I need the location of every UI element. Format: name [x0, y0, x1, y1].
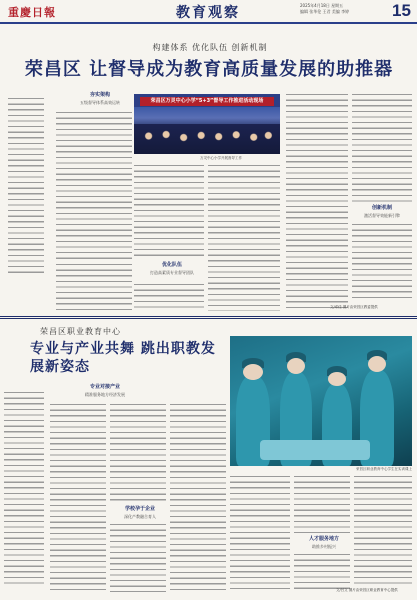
article1-headline: 荣昌区 让督导成为教育高质量发展的助推器	[24, 59, 394, 80]
photo-patient-table	[260, 440, 370, 460]
article1-col2-text	[134, 163, 204, 259]
article2-photo-credit: 图片由荣昌区职业教育中心提供	[348, 588, 398, 592]
photo-face	[243, 364, 263, 380]
article2-col6-text	[354, 474, 412, 584]
article1-kicker: 构建体系 优化队伍 创新机制	[152, 43, 268, 52]
article1-photo-caption: 万灵中心小学开展督导工作	[200, 156, 242, 160]
article1-subhead-2	[142, 262, 202, 276]
subhead-3-title: 创新机制	[371, 205, 392, 211]
article1-col1-text-b	[56, 262, 132, 312]
subhead-3-sub: 激活督导效能新引擎	[364, 213, 400, 218]
article2-kicker: 荣昌区职业教育中心	[40, 327, 121, 336]
article1-col4-text	[286, 92, 348, 312]
article1-col5-text-b	[352, 222, 412, 302]
article2-subhead-2	[110, 506, 170, 520]
article2-subhead-1	[70, 384, 140, 398]
article1-photo	[134, 94, 280, 154]
article1-col1-text	[56, 110, 132, 260]
intro-text-block	[8, 96, 44, 276]
article2-col2-text-b	[110, 522, 166, 592]
article2-subhead-3	[294, 536, 354, 550]
subhead-1-title: 夯实架构	[89, 92, 110, 98]
article1-col2-text-b	[134, 282, 204, 312]
article2-col5-text-b	[294, 552, 350, 592]
photo-face	[328, 372, 346, 386]
section-divider	[0, 316, 417, 317]
masthead-editors: 编辑 张华伦 王君 美编 李婷	[300, 9, 350, 14]
masthead-date: 2025年4月18日 星期五	[300, 3, 344, 8]
photo-students	[134, 124, 280, 154]
subhead-1-sub: 五级督导体系高效运转	[80, 100, 120, 105]
article1-col3-text	[208, 163, 280, 311]
article2-col4-text	[230, 474, 290, 592]
article1-photo-credit: 图片由荣昌区教委提供	[342, 305, 378, 309]
a2-subhead-1-sub: 精准服务地方经济发展	[85, 392, 125, 397]
photo-banner: 荣昌区万灵中心小学“5+3”督导工作推进活动现场	[140, 97, 274, 106]
article1-subhead-1	[70, 92, 130, 106]
article1-intro-column	[4, 96, 44, 278]
article1-subhead-3	[352, 205, 412, 219]
a2-subhead-1-title: 专业对接产业	[89, 384, 120, 390]
article2-photo-caption: 荣昌区职业教育中心学生在实训课上	[356, 467, 412, 471]
photo-face	[368, 356, 386, 372]
article2-col2-text	[110, 402, 166, 502]
photo-face	[287, 358, 305, 374]
a2-subhead-3-sub: 助推乡村振兴	[312, 544, 336, 549]
a2-subhead-2-sub: 深化产教融合育人	[124, 514, 156, 519]
page-number: 15	[392, 1, 411, 20]
article1-col5-text	[352, 92, 412, 202]
section-divider-thin	[0, 318, 417, 319]
masthead-info	[300, 3, 390, 15]
masthead	[0, 0, 417, 24]
article2-byline	[336, 588, 398, 593]
article2-headline: 专业与产业共舞 跳出职教发展新姿态	[30, 341, 216, 375]
article1-byline	[330, 305, 378, 310]
subhead-2-title: 优化队伍	[161, 262, 182, 268]
article2-author: 文/吕文	[336, 588, 348, 592]
article2-intro-text	[4, 390, 44, 586]
article2-col3-text	[170, 402, 226, 592]
article1-author: 文/邓佳	[330, 305, 342, 309]
article2-intro-column	[4, 390, 44, 590]
article2-photo	[230, 336, 412, 466]
article2-col5-text	[294, 474, 350, 534]
article2-col1-text	[50, 402, 106, 592]
a2-subhead-2-title: 学校孕于企业	[124, 506, 155, 512]
newspaper-logo: 重慶日報	[8, 6, 56, 19]
section-title: 教育观察	[176, 5, 240, 21]
subhead-2-sub: 打造高素质专业督导团队	[150, 270, 194, 275]
a2-subhead-3-title: 人才服务地方	[308, 536, 339, 542]
